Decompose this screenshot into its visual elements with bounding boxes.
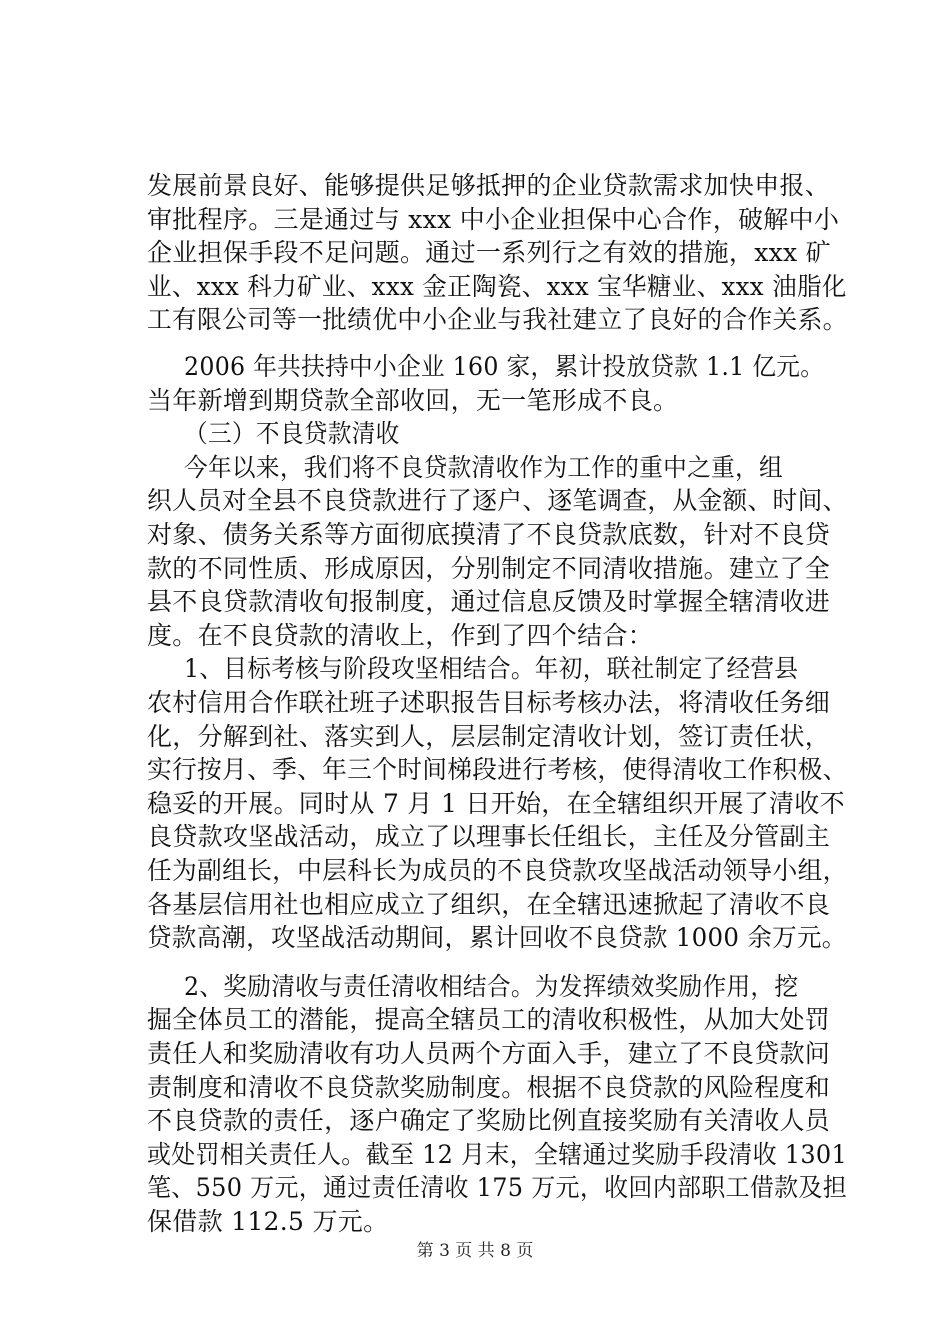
text-line: 不良贷款的责任，逐户确定了奖励比例直接奖励有关清收人员 [147, 1106, 831, 1135]
text-line: 1、目标考核与阶段攻坚相结合。年初，联社制定了经营县 [184, 654, 799, 683]
text-line: 责任人和奖励清收有功人员两个方面入手，建立了不良贷款问 [147, 1039, 831, 1068]
text-line: 掘全体员工的潜能，提高全辖员工的清收积极性，从加大处罚 [147, 1005, 831, 1034]
text-line: 任为副组长，中层科长为成员的不良贷款攻坚战活动领导小组， [147, 856, 848, 885]
text-line: 企业担保手段不足问题。通过一系列行之有效的措施，xxx 矿 [147, 238, 831, 267]
text-line: 实行按月、季、年三个时间梯段进行考核，使得清收工作积极、 [147, 755, 848, 784]
section-heading: （三）不良贷款清收 [184, 419, 400, 448]
text-line: 化，分解到社、落实到人，层层制定清收计划，签订责任状， [147, 722, 831, 751]
text-line: 2、奖励清收与责任清收相结合。为发挥绩效奖励作用，挖 [184, 972, 799, 1001]
text-line: 对象、债务关系等方面彻底摸清了不良贷款底数，针对不良贷 [147, 520, 831, 549]
text-line: 发展前景良好、能够提供足够抵押的企业贷款需求加快申报、 [147, 171, 831, 200]
text-line: 款的不同性质、形成原因，分别制定不同清收措施。建立了全 [147, 554, 831, 583]
text-line: 工有限公司等一批绩优中小企业与我社建立了良好的合作关系。 [147, 305, 848, 334]
text-line: 当年新增到期贷款全部收回，无一笔形成不良。 [147, 386, 679, 415]
text-line: 笔、550 万元，通过责任清收 175 万元，收回内部职工借款及担 [147, 1173, 848, 1202]
text-line: 织人员对全县不良贷款进行了逐户、逐笔调查，从金额、时间、 [147, 486, 848, 515]
text-line: 或处罚相关责任人。截至 12 月末，全辖通过奖励手段清收 1301 [147, 1140, 848, 1169]
text-line: 稳妥的开展。同时从 7 月 1 日开始，在全辖组织开展了清收不 [147, 789, 845, 818]
text-line: 2006 年共扶持中小企业 160 家，累计投放贷款 1.1 亿元。 [184, 352, 825, 381]
text-line: 贷款高潮，攻坚战活动期间，累计回收不良贷款 1000 余万元。 [147, 923, 847, 952]
text-line: 度。在不良贷款的清收上，作到了四个结合： [147, 621, 654, 650]
page-footer: 第 3 页 共 8 页 [416, 1241, 534, 1261]
text-line: 业、xxx 科力矿业、xxx 金正陶瓷、xxx 宝华糖业、xxx 油脂化 [147, 272, 847, 301]
text-line: 审批程序。三是通过与 xxx 中小企业担保中心合作，破解中小 [147, 205, 840, 234]
text-line: 各基层信用社也相应成立了组织，在全辖迅速掀起了清收不良 [147, 890, 831, 919]
text-line: 县不良贷款清收旬报制度，通过信息反馈及时掌握全辖清收进 [147, 587, 831, 616]
text-line: 责制度和清收不良贷款奖励制度。根据不良贷款的风险程度和 [147, 1073, 831, 1102]
text-line: 保借款 112.5 万元。 [147, 1207, 389, 1236]
text-line: 今年以来，我们将不良贷款清收作为工作的重中之重，组 [184, 453, 783, 482]
text-line: 良贷款攻坚战活动，成立了以理事长任组长，主任及分管副主 [147, 822, 831, 851]
text-line: 农村信用合作联社班子述职报告目标考核办法，将清收任务细 [147, 688, 831, 717]
